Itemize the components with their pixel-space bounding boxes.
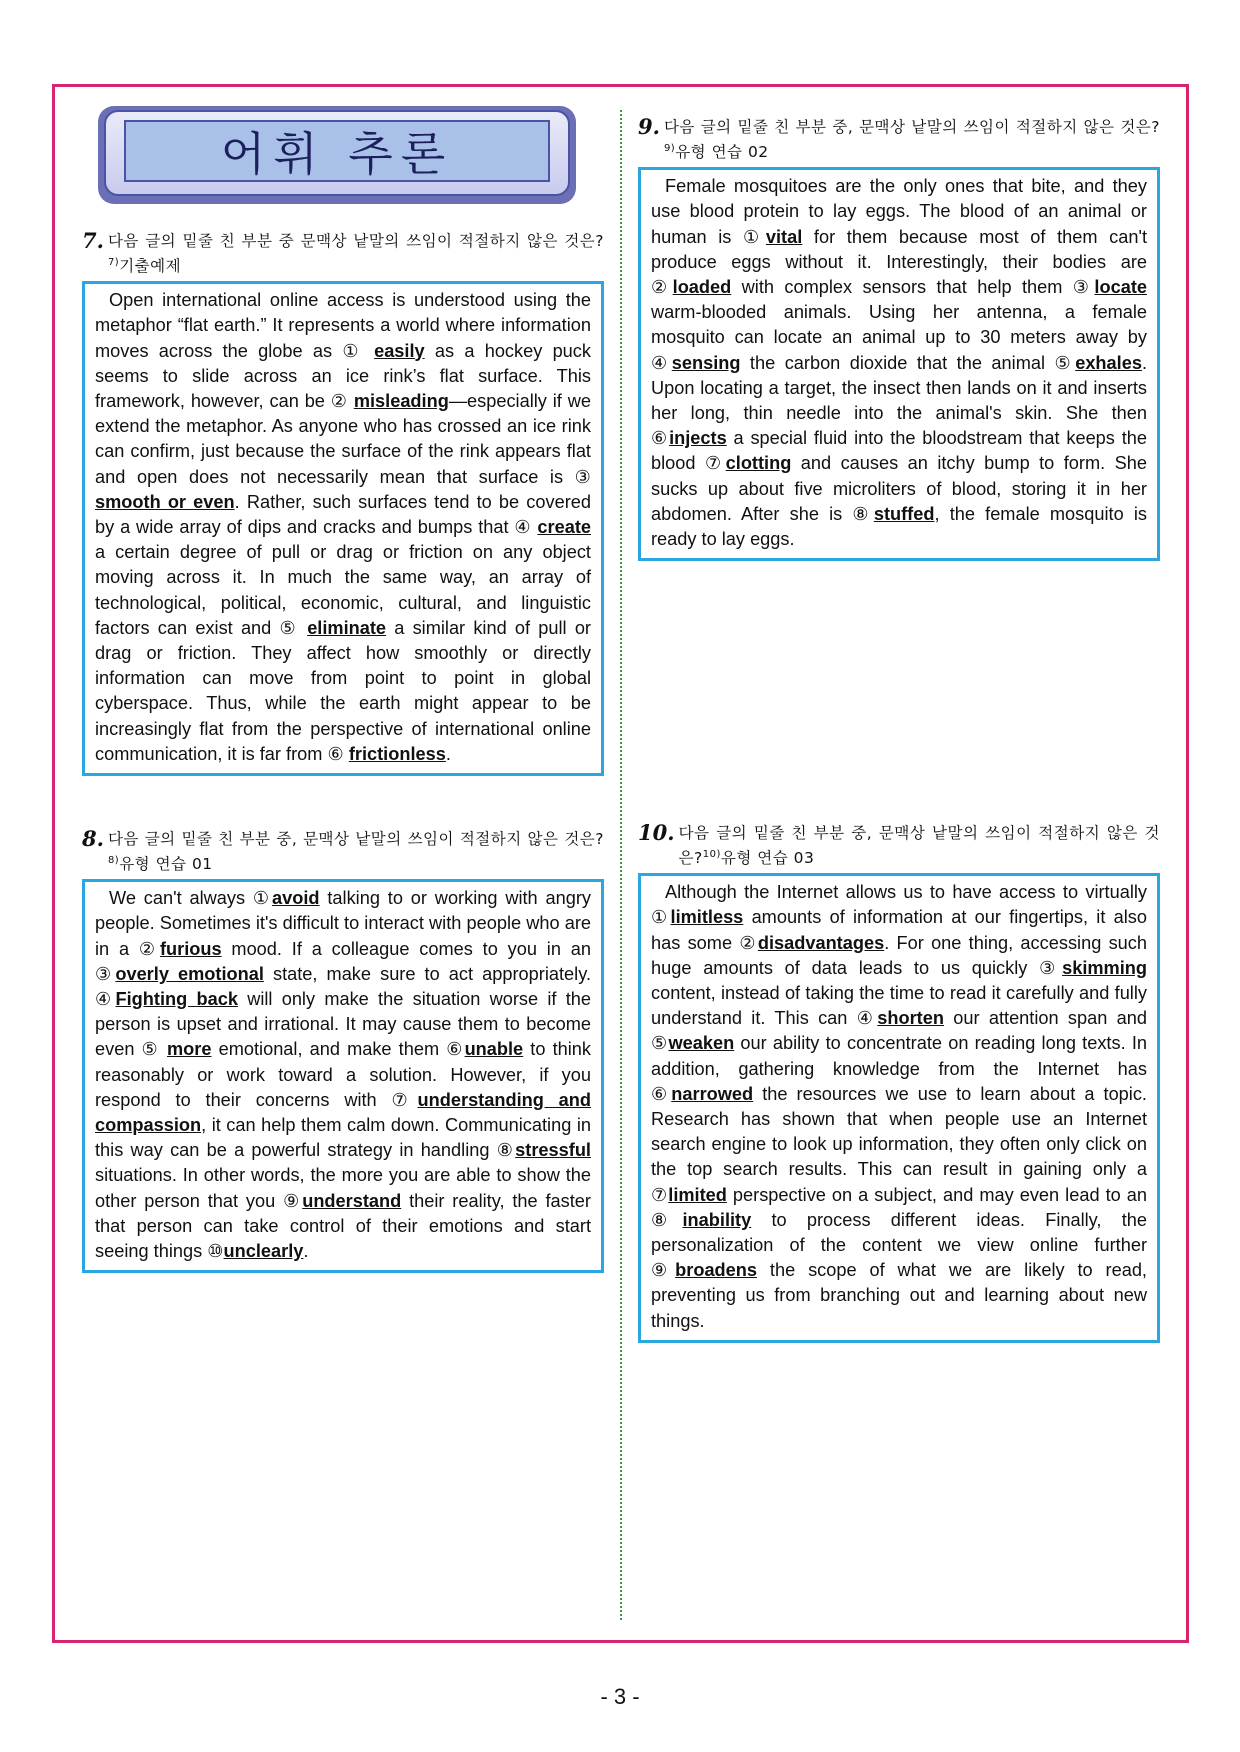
- underlined-word: locate: [1094, 276, 1147, 297]
- underlined-word: limitless: [670, 907, 744, 928]
- question-8-passage: We can't always ①avoid talking to or working with angry people. Sometimes it's difficult to interact with people who are in a ②furious mood. If a colleague comes to you in an ③overly emotional state, make sure to act appropriately. ④Fighting back will only make the situation worse if the person is upset and irrational. It may cause them to become even ⑤ more emotional, and make them ⑥unable to think reasonably or work toward a solution. However, if you respond to their concerns with ⑦understanding and compassion, it can help them calm down. Communicating in this way can be a powerful strategy in handling ⑧stressful situations. In other words, the more you are able to show the other person that you ⑨understand their reality, the faster that person can take control of their emotions and start seeing things ⑩unclearly.: [82, 879, 604, 1273]
- question-9: [638, 116, 1160, 561]
- question-8-footnote-ref: 8): [107, 855, 120, 867]
- question-9-header: [638, 116, 1160, 163]
- underlined-word: Fighting back: [115, 988, 238, 1009]
- question-7: [82, 230, 604, 776]
- underlined-word: narrowed: [671, 1083, 754, 1104]
- underlined-word: frictionless: [348, 743, 446, 764]
- underlined-word: understanding and compassion: [95, 1089, 591, 1135]
- question-7-header: [82, 230, 604, 277]
- section-title-badge: [98, 106, 576, 204]
- underlined-word: furious: [159, 938, 222, 959]
- underlined-word: skimming: [1062, 957, 1147, 978]
- underlined-word: inability: [682, 1209, 752, 1230]
- question-8: [82, 828, 604, 1273]
- underlined-word: misleading: [353, 390, 449, 411]
- underlined-word: more: [167, 1039, 212, 1060]
- underlined-word: broadens: [675, 1260, 758, 1281]
- question-10: [638, 822, 1160, 1343]
- underlined-word: sensing: [671, 352, 741, 373]
- question-8-instruction: 다음 글의 밑줄 친 부분 중, 문맥상 낱말의 쓰임이 적절하지 않은 것은?$^{8)}$유형 연습 01: [107, 830, 604, 874]
- underlined-word: disadvantages: [757, 932, 885, 953]
- question-9-source: 유형 연습 02: [675, 143, 769, 162]
- question-10-source: 유형 연습 03: [720, 849, 815, 868]
- underlined-word: create: [537, 516, 591, 537]
- underlined-word: clotting: [725, 453, 792, 474]
- question-10-header: [638, 822, 1160, 869]
- question-7-source: 기출예제: [119, 257, 182, 276]
- column-divider: [620, 110, 622, 1620]
- page-number: - 3 -: [600, 1684, 640, 1709]
- question-7-instruction: 다음 글의 밑줄 친 부분 중 문맥상 낱말의 쓰임이 적절하지 않은 것은?$^{7)}$기출예제: [107, 232, 604, 276]
- section-title: 어휘 추론: [220, 127, 454, 181]
- question-9-passage: Female mosquitoes are the only ones that bite, and they use blood protein to lay eggs. The blood of an animal or human is ①vital for them because most of them can't produce eggs without it. Interestingly, their bodies are ②loaded with complex sensors that help them ③locate warm-blooded animals. Using her antenna, a female mosquito can locate an animal up to 30 meters away by ④sensing the carbon dioxide that the animal ⑤exhales. Upon locating a target, the insect then lands on it and inserts her long, thin needle into the animal's skin. She then ⑥injects a special fluid into the bloodstream that keeps the blood ⑦clotting and causes an itchy bump to form. She sucks up about five microliters of blood, storing it in her abdomen. After she is ⑧stuffed, the female mosquito is ready to lay eggs.: [638, 167, 1160, 561]
- underlined-word: understand: [302, 1190, 402, 1211]
- underlined-word: limited: [668, 1184, 727, 1205]
- underlined-word: unable: [464, 1039, 524, 1060]
- question-10-instruction: 다음 글의 밑줄 친 부분 중, 문맥상 낱말의 쓰임이 적절하지 않은 것은?$^{10)}$유형 연습 03: [678, 824, 1160, 868]
- question-7-footnote-ref: 7): [107, 257, 120, 268]
- underlined-word: easily: [374, 340, 425, 361]
- underlined-word: shorten: [877, 1008, 944, 1029]
- right-column: [638, 114, 1160, 1331]
- underlined-word: avoid: [272, 888, 320, 909]
- underlined-word: loaded: [672, 276, 732, 297]
- underlined-word: injects: [669, 428, 727, 449]
- question-10-number: 10.: [638, 820, 675, 845]
- question-9-footnote-ref: 9): [663, 143, 676, 154]
- underlined-word: weaken: [668, 1033, 735, 1054]
- question-8-number: 8.: [82, 826, 104, 852]
- underlined-word: stressful: [515, 1140, 591, 1161]
- underlined-word: unclearly: [223, 1241, 304, 1262]
- underlined-word: smooth or even: [95, 491, 235, 512]
- underlined-word: vital: [765, 226, 803, 247]
- question-10-footnote-ref: 10): [702, 849, 721, 860]
- left-column: [82, 106, 604, 1273]
- question-9-number: 9.: [638, 114, 660, 139]
- underlined-word: exhales: [1075, 352, 1142, 373]
- question-9-instruction: 다음 글의 밑줄 친 부분 중, 문맥상 낱말의 쓰임이 적절하지 않은 것은?$^{9)}$유형 연습 02: [663, 118, 1160, 162]
- title-badge-inner: [124, 120, 550, 182]
- question-8-source: 유형 연습 01: [119, 855, 213, 874]
- underlined-word: overly emotional: [115, 963, 264, 984]
- underlined-word: stuffed: [873, 503, 935, 524]
- question-7-number: 7.: [82, 228, 104, 253]
- question-7-passage: Open international online access is understood using the metaphor “flat earth.” It represents a world where information moves across the globe as ① easily as a hockey puck seems to slide across an ice rink’s flat surface. This framework, however, can be ② misleading—especially if we extend the metaphor. As anyone who has crossed an ice rink can confirm, just because the surface of the rink appears flat and open does not necessarily mean that surface is ③ smooth or even. Rather, such surfaces tend to be covered by a wide array of dips and cracks and bumps that ④ create a certain degree of pull or drag or friction on any object moving across it. In much the same way, an array of technological, political, economic, cultural, and linguistic factors can exist and ⑤ eliminate a similar kind of pull or drag or friction. They affect how smoothly or directly information can move from point to point in global cyberspace. Thus, while the earth might appear to be increasingly flat from the perspective of international online communication, it is far from ⑥ frictionless.: [82, 281, 604, 776]
- question-10-passage: Although the Internet allows us to have access to virtually ①limitless amounts of information at our fingertips, it also has some ②disadvantages. For one thing, accessing such huge amounts of data leads to us quickly ③skimming content, instead of taking the time to read it carefully and fully understand it. This can ④shorten our attention span and ⑤weaken our ability to concentrate on reading long texts. In addition, gathering knowledge from the Internet has ⑥narrowed the resources we use to learn about a topic. Research has shown that when people use an Internet search engine to look up information, they often only click on the top search results. This can result in gaining only a ⑦limited perspective on a subject, and may even lead to an ⑧inability to process different ideas. Finally, the personalization of the content we view online further ⑨broadens the scope of what we are likely to read, preventing us from branching out and learning about new things.: [638, 873, 1160, 1343]
- underlined-word: eliminate: [307, 617, 387, 638]
- question-8-header: [82, 828, 604, 875]
